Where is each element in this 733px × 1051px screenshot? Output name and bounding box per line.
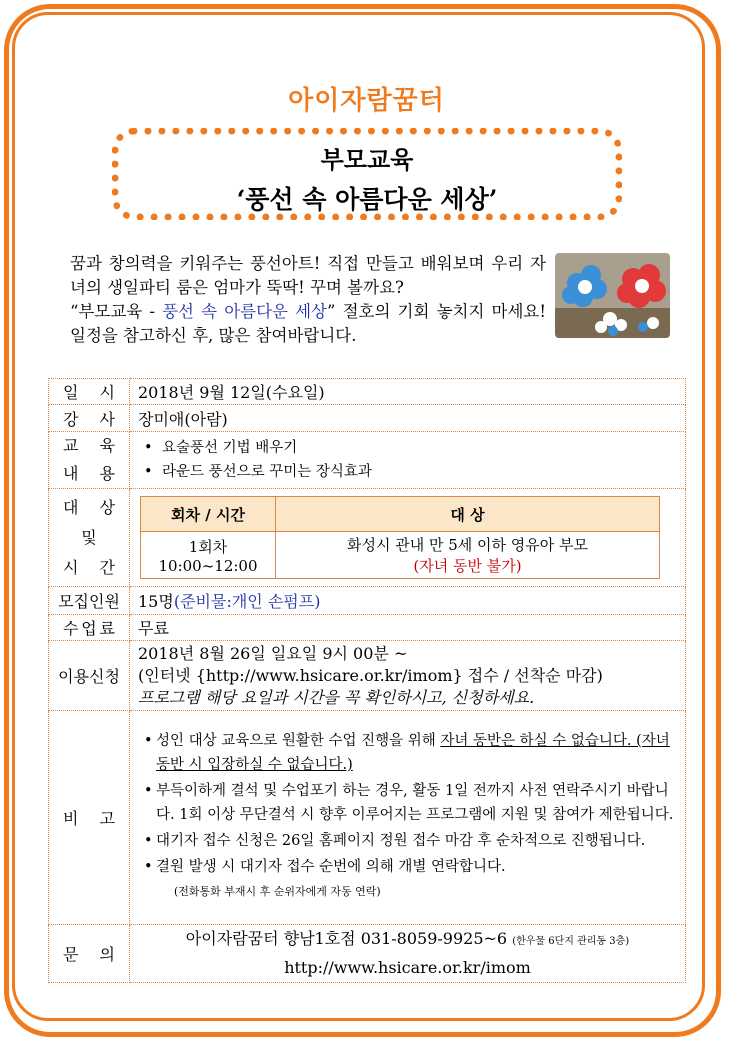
target-cell: 화성시 관내 만 5세 이하 영유아 부모 (자녀 동반 불가) bbox=[276, 532, 660, 579]
label-target: 대 상 및 시 간 bbox=[49, 489, 130, 587]
label-contact: 문 의 bbox=[49, 925, 130, 983]
row-target bbox=[49, 489, 686, 587]
intro-quote-blue: 풍선 속 아름다운 세상 bbox=[162, 302, 327, 321]
value-instructor: 장미애(아람) bbox=[130, 405, 686, 432]
content-item: • 라운드 풍선으로 꾸미는 장식효과 bbox=[144, 460, 677, 484]
intro-quote-close: ” 절호의 기회 놓치지 마세요! 일정을 참고하신 후, 많은 참여바랍니다. bbox=[70, 302, 547, 345]
value-date: 2018년 9월 12일(수요일) bbox=[130, 379, 686, 405]
label-date: 일 시 bbox=[49, 379, 130, 405]
value-apply: 2018년 8월 26일 일요일 9시 00분 ~ (인터넷 {http://www.hsicare.or.kr/imom} 접수 / 선착순 마감) 프로그램 해당 요일과 시간을 꼭 확인하시고, 신청하세요. bbox=[130, 641, 686, 711]
value-notes bbox=[130, 711, 686, 925]
label-instructor: 강 사 bbox=[49, 405, 130, 432]
row-notes bbox=[49, 711, 686, 925]
intro-paragraph bbox=[70, 252, 546, 348]
value-content bbox=[130, 432, 686, 489]
row-apply bbox=[49, 641, 686, 711]
org-name: 아이자람꿈터 bbox=[288, 86, 445, 116]
label-capacity: 모집인원 bbox=[49, 587, 130, 615]
content-item: • 요술풍선 기법 배우기 bbox=[144, 436, 677, 460]
row-contact bbox=[49, 925, 686, 983]
value-target bbox=[130, 489, 686, 587]
value-fee: 무료 bbox=[130, 615, 686, 641]
label-content: 교 육 내 용 bbox=[49, 432, 130, 489]
value-contact: 아이자람꿈터 향남1호점 031-8059-9925~6 (한우물 6단지 관리동 3층) http://www.hsicare.or.kr/imom bbox=[130, 925, 686, 983]
schedule-subtable bbox=[140, 496, 660, 579]
note-item: • 결원 발생 시 대기자 접수 순번에 의해 개별 연락합니다. (전화통화 부재시 후 순위자에게 자동 연락) bbox=[142, 855, 685, 904]
header-target: 대 상 bbox=[276, 497, 660, 532]
row-capacity bbox=[49, 587, 686, 615]
header-session: 회차 / 시간 bbox=[141, 497, 276, 532]
row-date bbox=[49, 379, 686, 405]
note-item: • 대기자 접수 신청은 26일 홈페이지 정원 접수 마감 후 순차적으로 진행됩니다. bbox=[142, 829, 685, 853]
label-notes: 비 고 bbox=[49, 711, 130, 925]
label-fee: 수 업 료 bbox=[49, 615, 130, 641]
note-item: • 부득이하게 결석 및 수업포기 하는 경우, 활동 1일 전까지 사전 연락주시기 바랍니다. 1회 이상 무단결석 시 향후 이루어지는 프로그램에 지원 및 참여가 제한됩니다. bbox=[142, 779, 685, 827]
row-content bbox=[49, 432, 686, 489]
balloon-flowers-photo bbox=[555, 253, 670, 338]
title-line2: ‘풍선 속 아름다운 세상’ bbox=[236, 185, 498, 214]
note-item: • 성인 대상 교육으로 원활한 수업 진행을 위해 자녀 동반은 하실 수 없습니다. (자녀 동반 시 입장하실 수 없습니다.) bbox=[142, 729, 685, 777]
row-instructor bbox=[49, 405, 686, 432]
intro-quote-open: “부모교육 - bbox=[70, 302, 163, 321]
title-line1: 부모교육 bbox=[320, 145, 414, 174]
value-capacity: 15명(준비물:개인 손펌프) bbox=[130, 587, 686, 615]
session-cell: 1회차 10:00~12:00 bbox=[141, 532, 276, 579]
label-apply: 이용신청 bbox=[49, 641, 130, 711]
info-table bbox=[48, 378, 686, 983]
row-fee bbox=[49, 615, 686, 641]
intro-text-a: 꿈과 창의력을 키워주는 풍선아트! 직접 만들고 배워보며 우리 자녀의 생일파티 룸은 엄마가 뚝딱! 꾸며 볼까요? bbox=[70, 254, 546, 297]
